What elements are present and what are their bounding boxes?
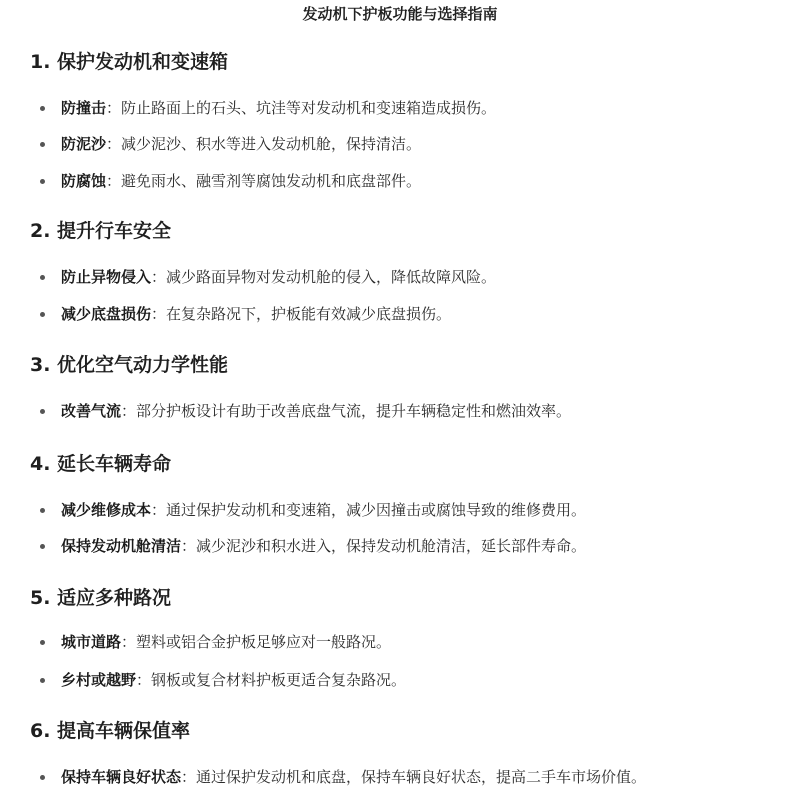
- bullet-dot-icon: [40, 275, 45, 280]
- section-heading: 5. 适应多种路况: [30, 587, 172, 609]
- list-item-description: ：防止路面上的石头、坑洼等对发动机和变速箱造成损伤。: [106, 99, 497, 117]
- bullet-dot-icon: [40, 775, 45, 780]
- bullet-dot-icon: [40, 409, 45, 414]
- section-heading: 4. 延长车辆寿命: [30, 453, 172, 475]
- list-item-text: [61, 302, 451, 326]
- list-item-text: [61, 169, 421, 193]
- list-item-description: ：减少路面异物对发动机舱的侵入，降低故障风险。: [151, 268, 497, 286]
- list-item-description: ：通过保护发动机和变速箱，减少因撞击或腐蚀导致的维修费用。: [151, 501, 587, 519]
- list-item-term: 减少维修成本: [61, 501, 152, 519]
- list-item-text: [61, 132, 421, 156]
- bullet-dot-icon: [40, 142, 45, 147]
- list-item-text: [61, 534, 586, 558]
- list-item-description: ：避免雨水、融雪剂等腐蚀发动机和底盘部件。: [106, 172, 422, 190]
- bullet-dot-icon: [40, 544, 45, 549]
- bullet-dot-icon: [40, 106, 45, 111]
- list-item-description: ：塑料或铝合金护板足够应对一般路况。: [121, 633, 392, 651]
- list-item-text: [61, 498, 586, 522]
- list-item-term: 保持发动机舱清洁: [61, 537, 182, 555]
- list-item-term: 防泥沙: [61, 135, 107, 153]
- list-item-term: 保持车辆良好状态: [61, 768, 182, 786]
- list-item-description: ：部分护板设计有助于改善底盘气流，提升车辆稳定性和燃油效率。: [121, 402, 572, 420]
- list-item-text: [61, 630, 391, 654]
- bullet-dot-icon: [40, 179, 45, 184]
- list-item-term: 城市道路: [61, 633, 122, 651]
- bullet-dot-icon: [40, 640, 45, 645]
- document-title: 发动机下护板功能与选择指南: [302, 5, 498, 23]
- bullet-dot-icon: [40, 678, 45, 683]
- list-item-description: ：减少泥沙、积水等进入发动机舱，保持清洁。: [106, 135, 422, 153]
- list-item-description: ：通过保护发动机和底盘，保持车辆良好状态，提高二手车市场价值。: [181, 768, 647, 786]
- list-item-description: ：减少泥沙和积水进入，保持发动机舱清洁，延长部件寿命。: [181, 537, 587, 555]
- list-item-term: 防腐蚀: [61, 172, 107, 190]
- list-item-text: [61, 399, 571, 423]
- list-item-term: 改善气流: [61, 402, 122, 420]
- list-item-term: 防撞击: [61, 99, 107, 117]
- section-heading: 2. 提升行车安全: [30, 220, 172, 242]
- section-heading: 6. 提高车辆保值率: [30, 720, 191, 742]
- list-item-term: 防止异物侵入: [61, 268, 152, 286]
- list-item-term: 减少底盘损伤: [61, 305, 152, 323]
- section-heading: 3. 优化空气动力学性能: [30, 354, 229, 376]
- list-item-text: [61, 765, 646, 789]
- list-item-text: [61, 96, 496, 120]
- list-item-description: ：在复杂路况下，护板能有效减少底盘损伤。: [151, 305, 452, 323]
- list-item-text: [61, 265, 496, 289]
- bullet-dot-icon: [40, 312, 45, 317]
- list-item-text: [61, 668, 406, 692]
- list-item-term: 乡村或越野: [61, 671, 137, 689]
- section-heading: 1. 保护发动机和变速箱: [30, 51, 229, 73]
- bullet-dot-icon: [40, 508, 45, 513]
- list-item-description: ：钢板或复合材料护板更适合复杂路况。: [136, 671, 407, 689]
